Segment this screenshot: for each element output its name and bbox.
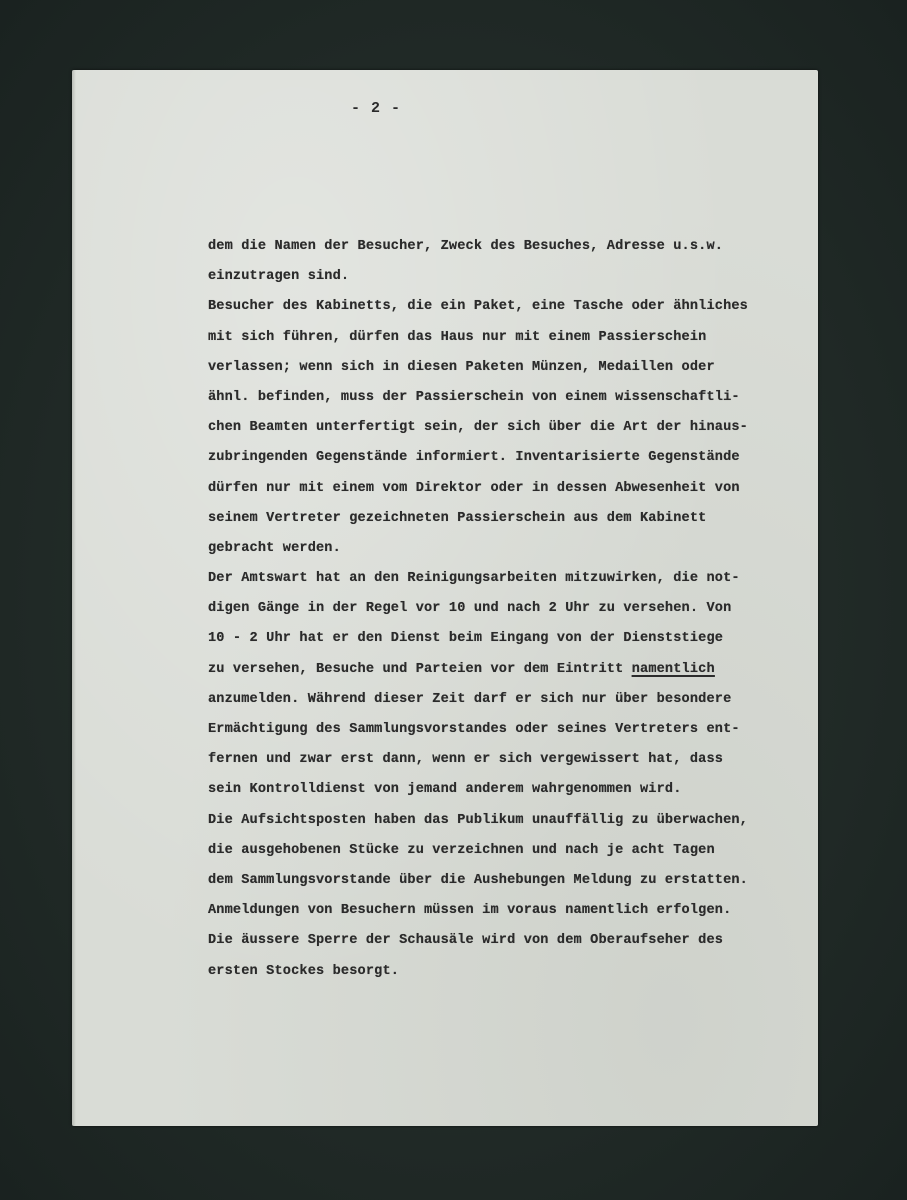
text-line: verlassen; wenn sich in diesen Paketen Münzen, Medaillen oder [208,359,715,375]
text-line: 10 - 2 Uhr hat er den Dienst beim Eingang von der Dienststiege [208,631,724,647]
text-line: Der Amtswart hat an den Reinigungsarbeiten mitzuwirken, die not- [208,571,740,587]
text-line: dürfen nur mit einem vom Direktor oder in dessen Abwesenheit von [208,480,740,496]
text-line: ähnl. befinden, muss der Passierschein von einem wissenschaftli- [208,389,740,405]
text-line: fernen und zwar erst dann, wenn er sich vergewissert hat, dass [208,752,724,768]
text-line: Besucher des Kabinetts, die ein Paket, eine Tasche oder ähnliches [208,299,748,315]
text-line-start: zu versehen, Besuche und Parteien vor dem Eintritt [208,661,624,677]
text-line: digen Gänge in der Regel vor 10 und nach 2 Uhr zu versehen. Von [208,601,732,617]
text-line: anzumelden. Während dieser Zeit darf er sich nur über besondere [208,691,732,707]
document-body [208,232,808,987]
text-line: Anmeldungen von Besuchern müssen im voraus namentlich erfolgen. [208,903,732,919]
text-line: dem Sammlungsvorstande über die Aushebungen Meldung zu erstatten. [208,872,748,888]
text-line: einzutragen sind. [208,269,350,285]
text-line: dem die Namen der Besucher, Zweck des Besuches, Adresse u.s.w. [208,239,724,254]
text-line: ersten Stockes besorgt. [208,963,400,979]
text-line: chen Beamten unterfertigt sein, der sich über die Art der hinaus- [208,420,748,436]
paper-edge [72,70,76,1126]
text-line-with-underline [208,655,808,685]
page-number: - 2 - [350,100,401,117]
text-line: gebracht werden. [208,540,341,556]
text-line: sein Kontrolldienst von jemand anderem wahrgenommen wird. [208,782,682,798]
text-line: seinem Vertreter gezeichneten Passierschein aus dem Kabinett [208,510,707,526]
typewritten-page [72,70,818,1126]
text-line: die ausgehobenen Stücke zu verzeichnen und nach je acht Tagen [208,842,715,858]
text-line: Die äussere Sperre der Schausäle wird von dem Oberaufseher des [208,933,724,949]
underlined-word: namentlich [631,661,715,677]
text-line: Ermächtigung des Sammlungsvorstandes oder seines Vertreters ent- [208,722,740,737]
text-line: Die Aufsichtsposten haben das Publikum unauffällig zu überwachen, [208,812,748,828]
text-line: zubringenden Gegenstände informiert. Inventarisierte Gegenstände [208,450,740,466]
text-line: mit sich führen, dürfen das Haus nur mit einem Passierschein [208,329,707,345]
